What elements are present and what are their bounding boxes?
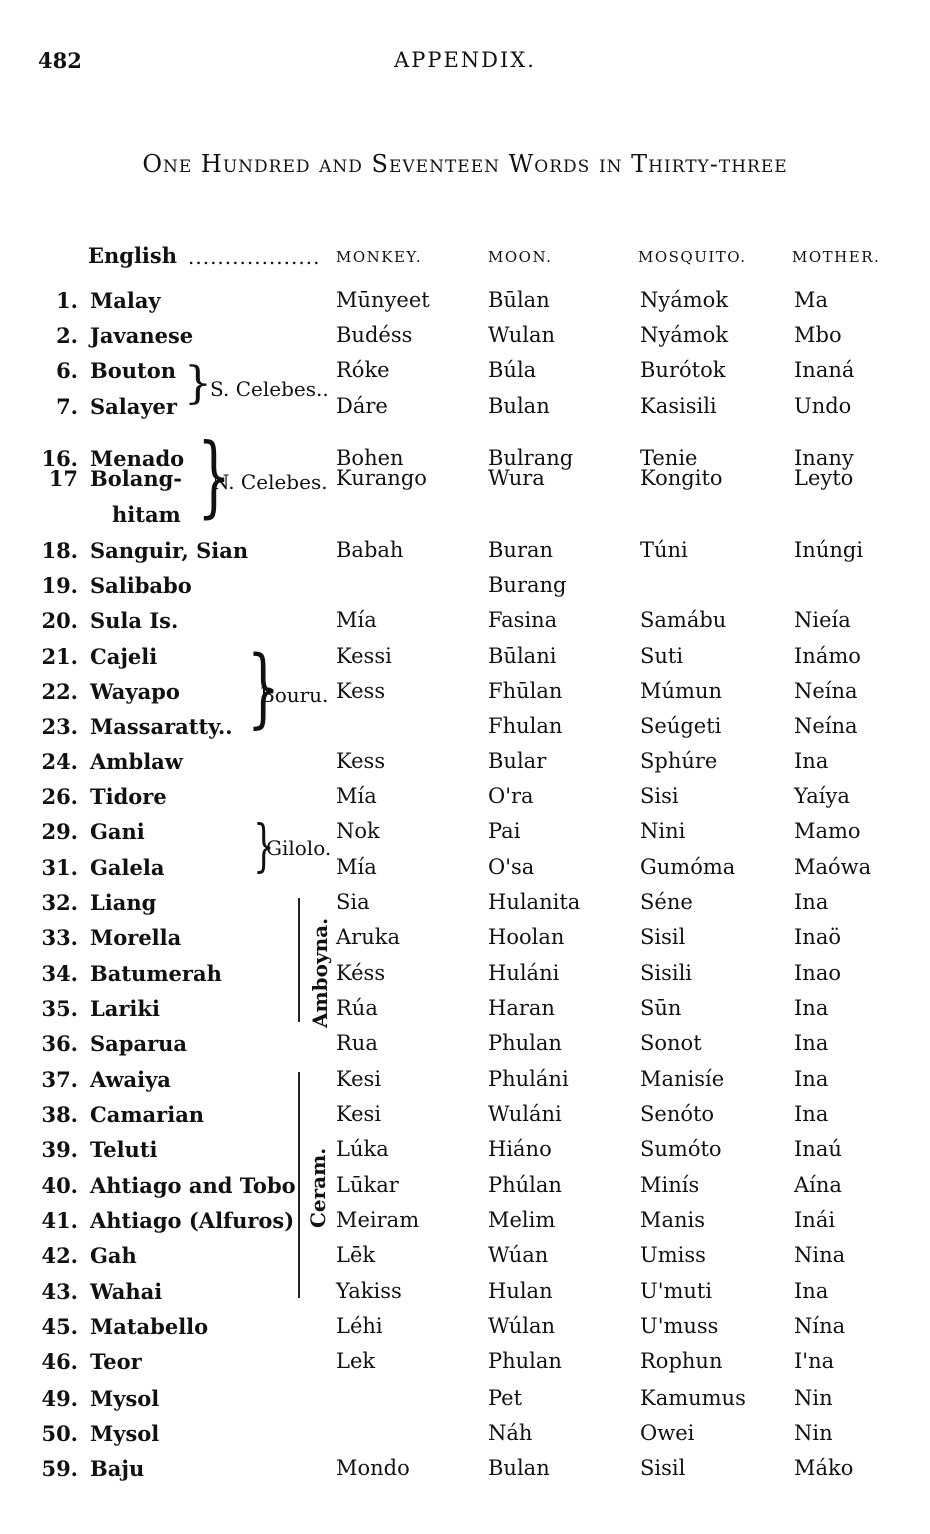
language-name: Bouton — [90, 358, 176, 383]
table-row — [0, 855, 930, 889]
table-row — [0, 573, 930, 607]
table-row — [0, 394, 930, 428]
group-label-gilolo: Gilolo. — [266, 836, 332, 860]
word-moon: Wuláni — [488, 1102, 562, 1126]
word-mother: Ina — [794, 996, 829, 1020]
column-header-mother: MOTHER. — [792, 248, 881, 266]
table-row — [0, 1243, 930, 1277]
word-mother: Ina — [794, 1279, 829, 1303]
column-header-monkey: MONKEY. — [336, 248, 423, 266]
language-name: Sanguir, Sian — [90, 538, 249, 563]
word-monkey: Léhi — [336, 1314, 383, 1338]
row-number: 17 — [48, 466, 78, 491]
language-name: Tidore — [90, 784, 167, 809]
table-row — [0, 819, 930, 853]
row-number: 34. — [41, 961, 78, 986]
word-moon: Fhulan — [488, 714, 563, 738]
row-number: 6. — [56, 358, 78, 383]
word-mosquito: Kasisili — [640, 394, 717, 418]
word-monkey: Késs — [336, 961, 386, 985]
row-number: 49. — [41, 1386, 78, 1411]
table-row — [0, 288, 930, 322]
word-monkey: Sia — [336, 890, 370, 914]
table-row — [0, 784, 930, 818]
word-moon: Būlan — [488, 288, 550, 312]
word-mosquito: Sisil — [640, 1456, 686, 1480]
table-row — [0, 1067, 930, 1101]
word-mother: Nin — [794, 1421, 833, 1445]
word-mosquito: Rophun — [640, 1349, 723, 1373]
table-row — [0, 1031, 930, 1065]
row-number: 46. — [41, 1349, 78, 1374]
language-name: Massaratty.. — [90, 714, 233, 739]
language-name: Baju — [90, 1456, 145, 1481]
row-number: 39. — [41, 1137, 78, 1162]
column-header-moon: MOON. — [488, 248, 553, 266]
row-number: 43. — [41, 1279, 78, 1304]
word-mosquito: U'muss — [640, 1314, 719, 1338]
word-moon: Haran — [488, 996, 555, 1020]
word-mother: Neína — [794, 714, 858, 738]
word-mother: Inao — [794, 961, 841, 985]
word-monkey: Kess — [336, 749, 386, 773]
word-monkey: Lēk — [336, 1243, 376, 1267]
word-moon: Wúan — [488, 1243, 549, 1267]
word-mosquito: Umiss — [640, 1243, 706, 1267]
word-moon: Burang — [488, 573, 567, 597]
word-moon: Melim — [488, 1208, 556, 1232]
word-monkey: Mía — [336, 784, 377, 808]
word-monkey: Kess — [336, 679, 386, 703]
word-moon: Hoolan — [488, 925, 565, 949]
word-mother: Mamo — [794, 819, 861, 843]
word-moon: Phuláni — [488, 1067, 569, 1091]
language-name: Matabello — [90, 1314, 209, 1339]
language-name-continued: hitam — [112, 502, 181, 527]
word-mother: Máko — [794, 1456, 854, 1480]
language-name: Saparua — [90, 1031, 188, 1056]
brace-bouru: } — [246, 638, 280, 738]
language-name: Ahtiago and Tobo — [90, 1173, 296, 1198]
language-name: Teor — [90, 1349, 142, 1374]
table-row — [0, 466, 930, 527]
word-moon: Bulan — [488, 1456, 550, 1480]
word-monkey: Lūkar — [336, 1173, 399, 1197]
word-mosquito: Sisi — [640, 784, 679, 808]
word-mosquito: Seúgeti — [640, 714, 722, 738]
word-moon: Hiáno — [488, 1137, 552, 1161]
language-name: Gani — [90, 819, 145, 844]
row-number: 38. — [41, 1102, 78, 1127]
word-mosquito: Senóto — [640, 1102, 715, 1126]
word-mosquito: Gumóma — [640, 855, 736, 879]
word-mother: Ina — [794, 1067, 829, 1091]
word-monkey: Kurango — [336, 466, 427, 490]
word-monkey: Kesi — [336, 1102, 382, 1126]
group-label-n-celebes: N. Celebes. — [212, 470, 328, 494]
word-mosquito: Samábu — [640, 608, 727, 632]
language-name: Bolang- — [90, 466, 183, 491]
table-row — [0, 679, 930, 713]
table-row — [0, 1349, 930, 1383]
language-name: Cajeli — [90, 644, 158, 669]
word-mosquito: Suti — [640, 644, 684, 668]
word-monkey: Mía — [336, 855, 377, 879]
word-mother: Ina — [794, 1031, 829, 1055]
row-number: 22. — [41, 679, 78, 704]
word-mother: Nina — [794, 1243, 846, 1267]
language-name: Salayer — [90, 394, 177, 419]
word-mother: Nin — [794, 1386, 833, 1410]
word-mother: Inaö — [794, 925, 841, 949]
brace-s-celebes: } — [184, 358, 212, 409]
table-row — [0, 890, 930, 924]
word-moon: Wulan — [488, 323, 556, 347]
word-monkey: Rua — [336, 1031, 378, 1055]
word-moon: Bulrang — [488, 446, 574, 470]
word-moon: Hulan — [488, 1279, 553, 1303]
language-name: Gah — [90, 1243, 137, 1268]
language-name: Ahtiago (Alfuros) — [90, 1208, 295, 1233]
word-mother: Neína — [794, 679, 858, 703]
row-number: 26. — [41, 784, 78, 809]
word-monkey: Mía — [336, 608, 377, 632]
word-moon: O'ra — [488, 784, 534, 808]
table-row — [0, 644, 930, 678]
word-mother: Nína — [794, 1314, 846, 1338]
row-number: 32. — [41, 890, 78, 915]
header-leader-dots: .................. — [188, 245, 321, 269]
page-title: One Hundred and Seventeen Words in Thirty-three — [142, 150, 788, 178]
word-mosquito: Sisil — [640, 925, 686, 949]
row-number: 50. — [41, 1421, 78, 1446]
word-mosquito: Owei — [640, 1421, 695, 1445]
row-number: 20. — [41, 608, 78, 633]
word-mosquito: Nini — [640, 819, 686, 843]
table-row — [0, 749, 930, 783]
row-number: 19. — [41, 573, 78, 598]
language-name: Awaiya — [90, 1067, 171, 1092]
group-label-bouru: Bouru. — [260, 683, 329, 707]
word-mother: Ma — [794, 288, 829, 312]
word-monkey: Aruka — [336, 925, 400, 949]
language-name: Wayapo — [90, 679, 180, 704]
word-mosquito: Minís — [640, 1173, 700, 1197]
table-row — [0, 1208, 930, 1242]
language-column-header: English — [88, 243, 178, 268]
row-number: 36. — [41, 1031, 78, 1056]
word-moon: Buran — [488, 538, 554, 562]
word-mother: Yaíya — [794, 784, 850, 808]
word-monkey: Yakiss — [336, 1279, 402, 1303]
word-mother: Inámo — [794, 644, 861, 668]
row-number: 21. — [41, 644, 78, 669]
word-mother: Inúngi — [794, 538, 864, 562]
language-name: Sula Is. — [90, 608, 179, 633]
word-mother: Undo — [794, 394, 852, 418]
table-row — [0, 961, 930, 995]
language-name: Teluti — [90, 1137, 158, 1162]
word-mosquito: Sphúre — [640, 749, 718, 773]
word-moon: Phulan — [488, 1349, 562, 1373]
table-row — [0, 714, 930, 748]
word-mother: Ina — [794, 1102, 829, 1126]
language-name: Batumerah — [90, 961, 222, 986]
table-row — [0, 323, 930, 357]
word-monkey: Lek — [336, 1349, 376, 1373]
row-number: 29. — [41, 819, 78, 844]
language-name: Camarian — [90, 1102, 205, 1127]
table-row — [0, 1456, 930, 1490]
table-row — [0, 1386, 930, 1420]
row-number: 23. — [41, 714, 78, 739]
language-name: Lariki — [90, 996, 160, 1021]
running-head: APPENDIX. — [394, 48, 536, 72]
word-mosquito: Nyámok — [640, 288, 729, 312]
word-mosquito: Séne — [640, 890, 693, 914]
row-number: 42. — [41, 1243, 78, 1268]
word-moon: Fhūlan — [488, 679, 563, 703]
language-name: Mysol — [90, 1386, 160, 1411]
word-moon: Pet — [488, 1386, 523, 1410]
word-mother: Mbo — [794, 323, 842, 347]
word-monkey: Lúka — [336, 1137, 389, 1161]
word-mother: Inaná — [794, 358, 855, 382]
table-row — [0, 1421, 930, 1455]
language-name: Malay — [90, 288, 161, 313]
word-mother: Maówa — [794, 855, 872, 879]
word-mother: Inany — [794, 446, 854, 470]
word-monkey: Babah — [336, 538, 404, 562]
word-mosquito: Tenie — [640, 446, 698, 470]
brace-n-celebes: } — [197, 424, 231, 527]
word-mosquito: Sūn — [640, 996, 682, 1020]
word-monkey: Bohen — [336, 446, 404, 470]
word-mother: Ina — [794, 749, 829, 773]
bracket-amboyna — [298, 898, 300, 1022]
word-moon: Phulan — [488, 1031, 562, 1055]
word-mother: Aína — [794, 1173, 842, 1197]
word-mosquito: Sisili — [640, 961, 693, 985]
table-row — [0, 1137, 930, 1171]
word-mosquito: Kongito — [640, 466, 723, 490]
word-moon: Búla — [488, 358, 537, 382]
table-row — [0, 1102, 930, 1136]
word-moon: Bulan — [488, 394, 550, 418]
row-number: 40. — [41, 1173, 78, 1198]
word-moon: Náh — [488, 1421, 533, 1445]
word-moon: Huláni — [488, 961, 560, 985]
row-number: 31. — [41, 855, 78, 880]
row-number: 2. — [56, 323, 78, 348]
group-label-amboyna: Amboyna. — [308, 917, 332, 1028]
word-mosquito: Nyámok — [640, 323, 729, 347]
language-name: Wahai — [90, 1279, 163, 1304]
word-monkey: Mūnyeet — [336, 288, 430, 312]
word-monkey: Kessi — [336, 644, 392, 668]
table-row — [0, 1173, 930, 1207]
brace-gilolo: } — [253, 814, 275, 879]
word-monkey: Mondo — [336, 1456, 410, 1480]
row-number: 37. — [41, 1067, 78, 1092]
word-moon: O'sa — [488, 855, 535, 879]
language-name: Morella — [90, 925, 182, 950]
table-row — [0, 1314, 930, 1348]
word-mosquito: Sumóto — [640, 1137, 722, 1161]
table-row — [0, 358, 930, 392]
table-row — [0, 538, 930, 572]
table-row — [0, 996, 930, 1030]
word-moon: Bular — [488, 749, 547, 773]
language-name: Liang — [90, 890, 157, 915]
word-moon: Pai — [488, 819, 521, 843]
word-monkey: Kesi — [336, 1067, 382, 1091]
word-monkey: Nok — [336, 819, 380, 843]
page-number: 482 — [38, 48, 82, 73]
word-mother: Leyto — [794, 466, 854, 490]
group-label-s-celebes: S. Celebes.. — [210, 377, 329, 401]
group-label-ceram: Ceram. — [306, 1147, 330, 1228]
row-number: 33. — [41, 925, 78, 950]
language-name: Mysol — [90, 1421, 160, 1446]
word-moon: Phúlan — [488, 1173, 562, 1197]
word-moon: Būlani — [488, 644, 557, 668]
word-monkey: Rúa — [336, 996, 378, 1020]
word-monkey: Budéss — [336, 323, 413, 347]
word-mother: Inaú — [794, 1137, 842, 1161]
row-number: 45. — [41, 1314, 78, 1339]
word-moon: Wúlan — [488, 1314, 556, 1338]
row-number: 1. — [56, 288, 78, 313]
table-row — [0, 925, 930, 959]
word-monkey: Dáre — [336, 394, 388, 418]
row-number: 24. — [41, 749, 78, 774]
language-name: Javanese — [90, 323, 194, 348]
word-mother: I'na — [794, 1349, 835, 1373]
row-number: 7. — [56, 394, 78, 419]
table-row — [0, 1279, 930, 1313]
language-name: Menado — [90, 446, 185, 471]
word-mosquito: Túni — [640, 538, 688, 562]
word-mosquito: Múmun — [640, 679, 722, 703]
word-mosquito: Manisíe — [640, 1067, 725, 1091]
row-number: 35. — [41, 996, 78, 1021]
column-header-mosquito: MOSQUITO. — [638, 248, 747, 266]
word-mosquito: Kamumus — [640, 1386, 746, 1410]
word-monkey: Meiram — [336, 1208, 420, 1232]
bracket-ceram — [298, 1072, 300, 1298]
word-monkey: Róke — [336, 358, 390, 382]
language-name: Galela — [90, 855, 165, 880]
word-mosquito: Burótok — [640, 358, 726, 382]
word-mosquito: Sonot — [640, 1031, 702, 1055]
word-moon: Wura — [488, 466, 545, 490]
word-mosquito: Manis — [640, 1208, 706, 1232]
word-moon: Fasina — [488, 608, 558, 632]
word-mother: Nieía — [794, 608, 851, 632]
row-number: 59. — [41, 1456, 78, 1481]
word-moon: Hulanita — [488, 890, 581, 914]
word-mother: Ina — [794, 890, 829, 914]
table-row — [0, 608, 930, 642]
language-name: Amblaw — [90, 749, 183, 774]
row-number: 18. — [41, 538, 78, 563]
row-number: 41. — [41, 1208, 78, 1233]
word-mosquito: U'muti — [640, 1279, 713, 1303]
row-number: 16. — [41, 446, 78, 471]
language-name: Salibabo — [90, 573, 192, 598]
word-mother: Inái — [794, 1208, 836, 1232]
